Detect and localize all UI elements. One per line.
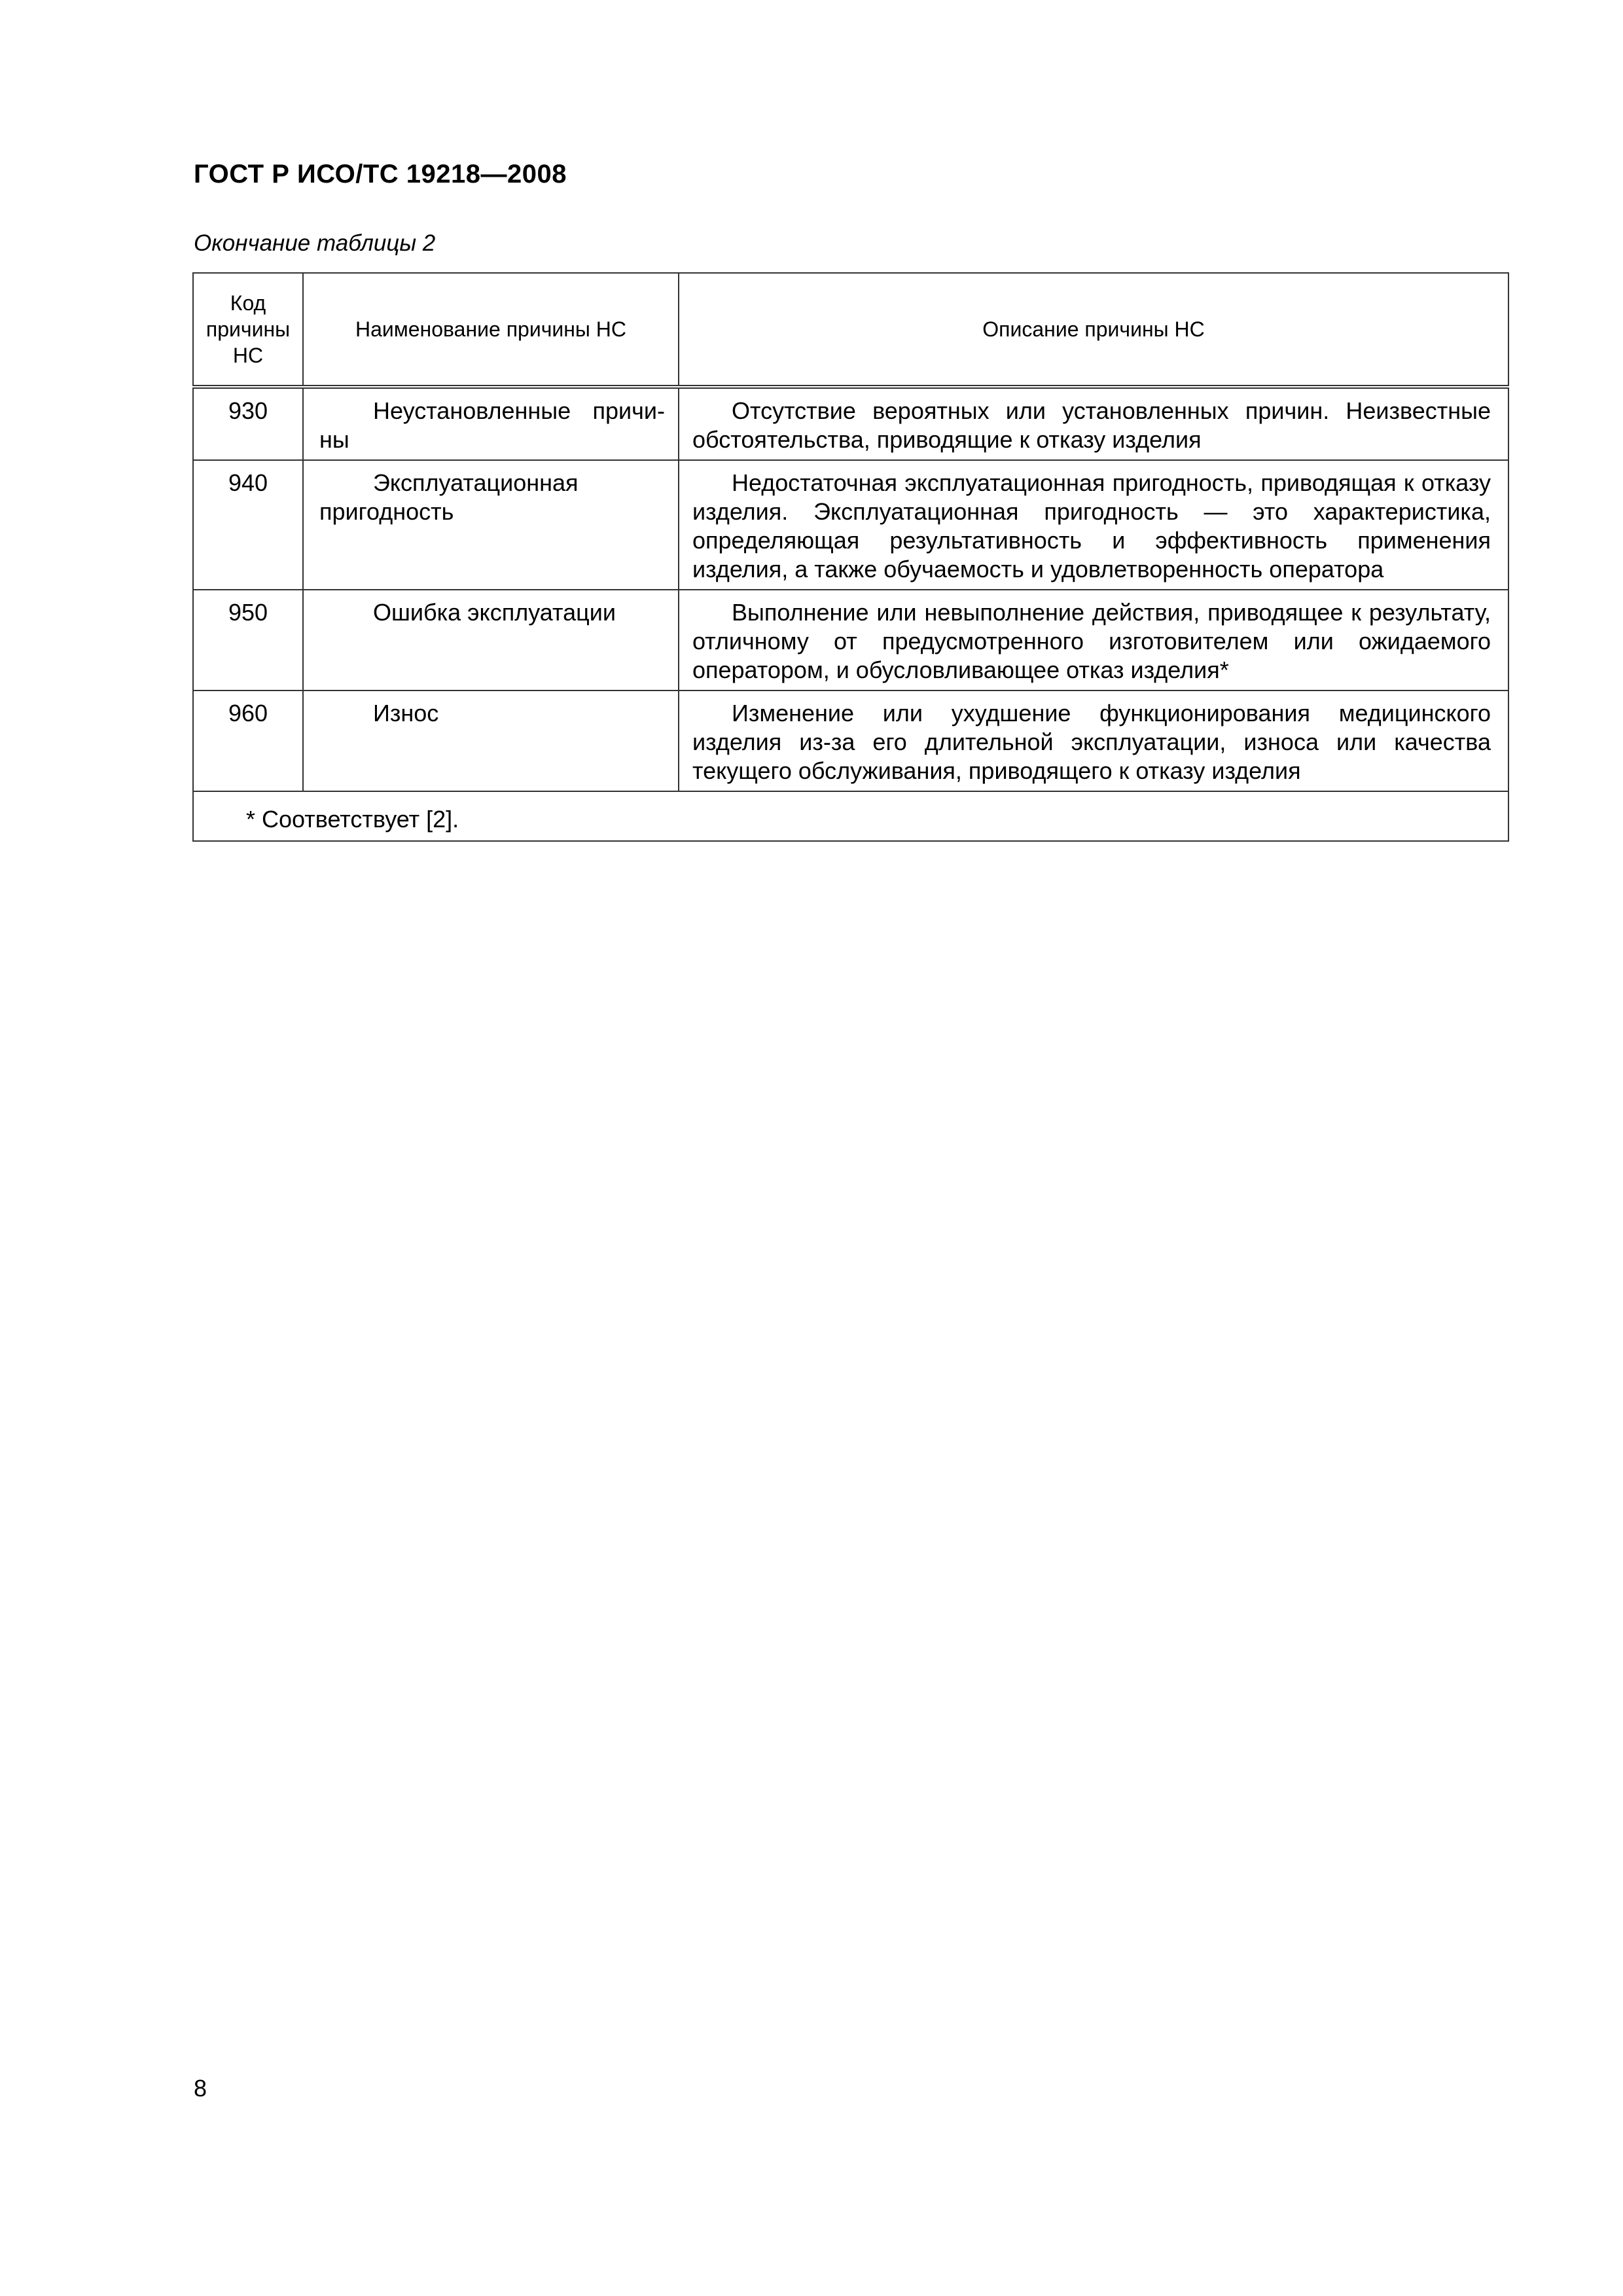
cause-code: 960 — [193, 691, 303, 791]
cause-code: 950 — [193, 590, 303, 691]
cause-name: Ошибка эксплуатации — [303, 590, 679, 691]
table-row — [193, 590, 1508, 691]
cause-description: Выполнение или невыполнение действия, приводящее к результату, отличному от предусмотренного изготовителем или ожидаемого оператором, и обусловливающее отказ изделия* — [679, 590, 1508, 691]
document-header: ГОСТ Р ИСО/ТС 19218—2008 — [194, 160, 567, 188]
column-header-name: Наименование причины НС — [303, 273, 679, 387]
cause-name: Неустановленные причины — [303, 387, 679, 460]
table-footnote-row — [193, 791, 1508, 841]
table-caption: Окончание таблицы 2 — [194, 230, 436, 256]
page-number: 8 — [194, 2075, 207, 2102]
cause-description: Недостаточная эксплуатационная пригодность, приводящая к отказу изделия. Эксплуатационная пригодность — это характеристика, определяющая результативность и эффективность применения изделия, а также обучаемость и удовлетворенность оператора — [679, 460, 1508, 590]
column-header-description: Описание причины НС — [679, 273, 1508, 387]
table-header-row — [193, 273, 1508, 387]
cause-code: 930 — [193, 387, 303, 460]
cause-name: Износ — [303, 691, 679, 791]
causes-table — [192, 272, 1509, 842]
column-header-code: Код причины НС — [193, 273, 303, 387]
table-row — [193, 460, 1508, 590]
cause-name: Эксплуатационная пригодность — [303, 460, 679, 590]
cause-description: Отсутствие вероятных или установленных причин. Неизвестные обстоятельства, приводящие к отказу изделия — [679, 387, 1508, 460]
table-container — [192, 272, 1508, 842]
table-row — [193, 387, 1508, 460]
cause-code: 940 — [193, 460, 303, 590]
cause-description: Изменение или ухудшение функционирования медицинского изделия из-за его длительной эксплуатации, износа или качества текущего обслуживания, приводящего к отказу изделия — [679, 691, 1508, 791]
table-footnote: * Соответствует [2]. — [193, 791, 1508, 841]
table-row — [193, 691, 1508, 791]
